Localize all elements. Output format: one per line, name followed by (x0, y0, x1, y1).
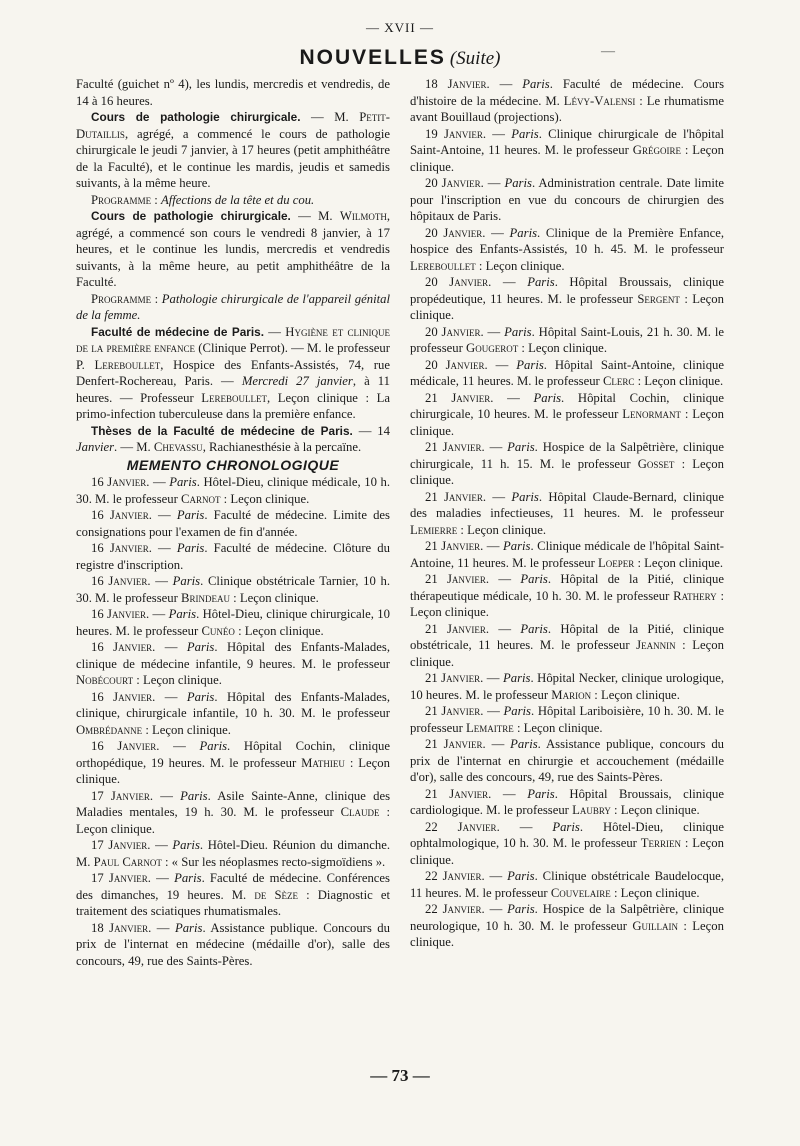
entry-text: : Leçon clinique. (410, 638, 724, 669)
paragraph-text: : (151, 192, 161, 207)
date-text: Janvier (76, 440, 115, 454)
entry-date: 16 Janvier. (91, 541, 152, 555)
entry-date: 18 Janvier. (425, 77, 490, 91)
paragraph-text: , agrégé, a commencé son cours le vendredi 8 janvier, à 17 heures, et le continue les lundis, mercredis et vendredis suivants, à la même heure, au petit amphithéâtre de la Faculté. (76, 209, 390, 289)
programme-label: Programme (91, 192, 152, 207)
memento-entry: 17 Janvier. — Paris. Faculté de médecine. Conférences des dimanches, 19 heures. M. de Sèze : Diagnostic et traitement des sciatiques rhumatismales. (76, 871, 391, 918)
entry-text: . Hôtel-Dieu, clinique médicale, 10 h. 30. M. le professeur (76, 475, 391, 506)
entry-text: . Assistance publique. Concours du prix de l'internat en médecine (médaille d'or), salle des concours, 49, rue des Saints-Pères. (76, 920, 390, 968)
entry-text: : Leçon clinique. (234, 623, 324, 638)
person-name: Gosset (637, 456, 675, 471)
memento-entry: 21 Janvier. — Paris. Hôpital Broussais, clinique cardiologique. M. le professeur Laubry : Leçon clinique. (410, 786, 724, 817)
person-name: Cunéo (201, 623, 235, 638)
paragraph (76, 109, 390, 192)
entry-city: Paris (522, 77, 550, 91)
person-name: Lemierre (410, 522, 458, 537)
entry-text: . Hospice de la Salpêtrière, clinique chirurgicale, 11 h. 15. M. le professeur (410, 440, 725, 471)
entry-text: : Leçon clinique. (220, 491, 310, 506)
paragraph-text: — M. (290, 209, 340, 223)
entry-text: : Leçon clinique. (133, 673, 222, 687)
entry-text: : Leçon clinique. (410, 407, 724, 438)
entry-city: Paris (172, 838, 200, 852)
memento-entry: 21 Janvier. — Paris. Hospice de la Salpêtrière, clinique chirurgicale, 11 h. 15. M. le professeur Gosset : Leçon clinique. (410, 440, 725, 487)
person-name: Petit-Dutaillis (76, 110, 390, 141)
paragraph-text: Faculté (guichet nº 4), les lundis, mercredis et vendredis, de 14 à 16 heures. (76, 77, 390, 108)
entry-text: . Hôpital Broussais, clinique cardiologique. M. le professeur (410, 786, 724, 817)
entry-text: . Hôpital des Enfants-Malades, clinique de médecine infantile, 9 heures. M. le professeur (76, 640, 391, 671)
entry-city: Paris (511, 126, 539, 141)
memento-entry: 16 Janvier. — Paris. Faculté de médecine. Clôture du registre d'inscription. (76, 541, 390, 572)
entry-date: 20 Janvier. (425, 324, 484, 339)
entry-city: Paris (172, 574, 201, 588)
entry-date: 18 Janvier. (91, 920, 152, 935)
memento-entry: 20 Janvier. — Paris. Administration centrale. Date limite pour l'inscription en vue du concours de chirurgien des hôpitaux de Paris. (410, 176, 725, 223)
entry-city: Paris (552, 819, 580, 834)
page-roman-numeral: — XVII — (366, 20, 434, 35)
entry-date: 21 Janvier. (425, 390, 494, 405)
memento-entry: 19 Janvier. — Paris. Clinique chirurgicale de l'hôpital Saint-Antoine, 11 heures. M. le professeur Grégoire : Leçon clinique. (410, 126, 725, 174)
person-name: de Sèze (254, 887, 299, 902)
entry-text: . Clinique obstétricale Baudelocque, 11 heures. M. le professeur (410, 869, 724, 900)
memento-entry: 22 Janvier. — Paris. Hospice de la Salpêtrière, clinique neurologique, 10 h. 30. M. le professeur Guillain : Leçon clinique. (410, 902, 725, 949)
entry-city: Paris (527, 786, 555, 801)
entry-date: 16 Janvier. (91, 739, 160, 753)
entry-city: Paris (520, 572, 548, 586)
entry-city: Paris (507, 869, 535, 883)
entry-city: Paris (507, 440, 535, 454)
memento-entry: 16 Janvier. — Paris. Hôpital des Enfants-Malades, clinique, chirurgicale infantile, 10 h. 30. M. le professeur Ombrédanne : Leçon clinique. (76, 689, 391, 737)
paragraph-heading: Cours de pathologie chirurgicale. (91, 110, 301, 124)
person-name: Mathieu (301, 755, 345, 770)
paragraph-heading: Thèses de la Faculté de médecine de Paris. (91, 423, 353, 438)
person-name: Nobécourt (76, 673, 134, 687)
entry-date: 22 Janvier. (425, 902, 485, 916)
person-name: Lenormant (622, 407, 681, 421)
person-name: Lemaitre (466, 720, 514, 735)
entry-text: : Leçon clinique. (518, 341, 607, 355)
person-name: Lereboullet (201, 390, 268, 405)
paragraph-text: , Rachianesthésie à la percaïne. (202, 440, 362, 454)
person-name: Terrien (640, 836, 682, 850)
entry-date: 21 Janvier. (425, 621, 490, 636)
entry-text: : Leçon clinique. (634, 374, 724, 388)
entry-text: : Leçon clinique. (457, 522, 547, 537)
entry-text: . Hôpital Cochin, clinique orthopédique, 19 heures. M. le professeur (76, 739, 391, 770)
entry-city: Paris (176, 541, 205, 555)
person-name: Grégoire (632, 143, 681, 157)
paragraph-text: — 14 (352, 423, 390, 438)
memento-entry: 20 Janvier. — Paris. Hôpital Broussais, clinique propédeutique, 11 heures. M. le professeur Sergent : Leçon clinique. (410, 275, 724, 322)
clinic-name: Hygiène et clinique de la première enfance (76, 324, 391, 355)
entry-date: 17 Janvier. (91, 838, 151, 852)
paragraph-text: , Leçon clinique : La primo-infection tuberculeuse dans la première enfance. (76, 390, 390, 421)
memento-entry: 16 Janvier. — Paris. Faculté de médecine. Limite des consignations pour l'examen de fin d'année. (76, 508, 390, 539)
entry-date: 19 Janvier. (425, 126, 487, 141)
page-number: — 73 — (370, 1066, 430, 1085)
person-name: Marion (551, 687, 592, 702)
entry-city: Paris (186, 640, 215, 654)
section-subtitle: (Suite) (449, 48, 501, 69)
entry-text: . Hôpital Lariboisière, 10 h. 30. M. le professeur (410, 704, 724, 735)
entry-date: 16 Janvier. (91, 640, 156, 654)
right-column (410, 76, 724, 951)
memento-entry: 21 Janvier. — Paris. Clinique médicale de l'hôpital Saint-Antoine, 11 heures. M. le professeur Loeper : Leçon clinique. (410, 539, 724, 570)
memento-entry: 16 Janvier. — Paris. Hôpital Cochin, clinique orthopédique, 19 heures. M. le professeur Mathieu : Leçon clinique. (76, 739, 391, 786)
entry-date: 20 Janvier. (425, 225, 486, 240)
person-name: Ombrédanne (76, 722, 143, 737)
entry-text: . Faculté de médecine. Clôture du registre d'inscription. (76, 541, 390, 572)
person-name: Carnot (181, 491, 221, 506)
person-name: Clerc (602, 374, 635, 388)
entry-text: . Hôpital Broussais, clinique propédeutique, 11 heures. M. le professeur (410, 275, 724, 306)
person-name: Claude (340, 805, 380, 819)
memento-entry: 16 Janvier. — Paris. Clinique obstétricale Tarnier, 10 h. 30. M. le professeur Brindeau : Leçon clinique. (76, 574, 391, 605)
entry-city: Paris (180, 788, 208, 803)
person-name: Couvelaire (550, 885, 611, 900)
paragraph-heading: Cours de pathologie chirurgicale. (91, 209, 291, 223)
entry-text: : Leçon clinique. (591, 687, 680, 702)
entry-date: 21 Janvier. (425, 489, 487, 504)
entry-date: 20 Janvier. (425, 176, 484, 190)
person-name: Brindeau (181, 590, 230, 605)
entry-date: 16 Janvier. (91, 475, 150, 489)
memento-entry: 21 Janvier. — Paris. Hôpital Necker, clinique urologique, 10 heures. M. le professeur Marion : Leçon clinique. (410, 671, 725, 702)
entry-date: 21 Janvier. (425, 440, 485, 454)
entry-date: 21 Janvier. (425, 671, 484, 685)
memento-entry: 22 Janvier. — Paris. Clinique obstétricale Baudelocque, 11 heures. M. le professeur Couvelaire : Leçon clinique. (410, 869, 724, 900)
entry-city: Paris (509, 225, 538, 240)
paragraph-text: (Clinique Perrot). — M. le professeur P. (76, 341, 390, 372)
entry-text: . Hôtel-Dieu, clinique chirurgicale, 10 heures. M. le professeur (76, 607, 390, 638)
entry-city: Paris (174, 871, 202, 885)
entry-city: Paris (176, 508, 205, 522)
person-name: Sergent (637, 291, 680, 306)
entry-date: 17 Janvier. (91, 788, 153, 803)
entry-text: . Hôpital Saint-Louis, 21 h. 30. M. le professeur (410, 324, 725, 355)
entry-date: 21 Janvier. (425, 786, 492, 801)
paragraph-text: , agrégé, a commencé le cours de pathologie chirurgicale le jeudi 7 janvier, à 17 heures (petit amphithéâtre de la Faculté), et le continue les mardis, jeudis et samedis suivants, à la même heure. (76, 126, 390, 190)
entry-text: : Leçon clinique. (410, 836, 724, 867)
entry-city: Paris (504, 176, 532, 190)
paragraph-text: . — M. (114, 440, 154, 454)
person-name: Paul Carnot (93, 854, 162, 869)
entry-text: . Administration centrale. Date limite pour l'inscription en vue du concours de chirurgien des hôpitaux de Paris. (410, 176, 725, 223)
entry-text: : Leçon clinique. (610, 803, 700, 817)
entry-date: 21 Janvier. (425, 539, 484, 553)
entry-text: . Clinique chirurgicale de l'hôpital Saint-Antoine, 11 heures. M. le professeur (410, 126, 725, 157)
entry-city: Paris (168, 607, 197, 621)
date-text: Mercredi 27 janvier (241, 374, 353, 388)
memento-entry: 20 Janvier. — Paris. Clinique de la Première Enfance, hospice des Enfants-Assistés, 10 h. 45. M. le professeur Lereboullet : Leçon clinique. (410, 225, 725, 273)
entry-text: . Hôpital Cochin, clinique chirurgicale, 10 heures. M. le professeur (410, 390, 725, 421)
entry-text: : Leçon clinique. (410, 918, 724, 949)
paragraph-text: , Hospice des Enfants-Assistés, 74, rue Denfert-Rochereau, Paris. — (76, 357, 390, 388)
entry-text: . Hôpital Claude-Bernard, clinique des maladies infectieuses, 11 heures. M. le professeur (410, 489, 725, 520)
entry-text: : Leçon clinique. (229, 590, 319, 605)
person-name: Wilmoth (339, 209, 387, 223)
entry-date: 20 Janvier. (425, 357, 488, 372)
entry-text: : Leçon clinique. (76, 755, 390, 786)
paragraph-text: : (151, 291, 162, 306)
memento-entry: 16 Janvier. — Paris. Hôpital des Enfants-Malades, clinique de médecine infantile, 9 heures. M. le professeur Nobécourt : Leçon clinique. (76, 640, 391, 687)
paragraph (76, 76, 390, 109)
entry-text: . Clinique médicale de l'hôpital Saint-Antoine, 11 heures. M. le professeur (410, 539, 724, 570)
memento-entry: 16 Janvier. — Paris. Hôtel-Dieu, clinique médicale, 10 h. 30. M. le professeur Carnot : Leçon clinique. (76, 475, 391, 506)
paragraph (76, 324, 390, 423)
memento-entry: 16 Janvier. — Paris. Hôtel-Dieu, clinique chirurgicale, 10 heures. M. le professeur Cunéo : Leçon clinique. (76, 607, 390, 638)
entry-text: . Clinique obstétricale Tarnier, 10 h. 30. M. le professeur (76, 574, 391, 605)
entry-date: 20 Janvier. (425, 275, 492, 289)
person-name: Lereboullet (410, 258, 476, 273)
entry-date: 22 Janvier. (425, 869, 485, 883)
person-name: Jeannin (636, 638, 676, 652)
entry-date: 21 Janvier. (425, 737, 486, 751)
entry-city: Paris (527, 275, 555, 289)
entry-city: Paris (507, 902, 535, 916)
memento-entry: 18 Janvier. — Paris. Faculté de médecine. Cours d'histoire de la médecine. M. Lévy-Valensi : Le rhumatisme avant Bouillaud (projections). (410, 77, 725, 124)
memento-entry: 20 Janvier. — Paris. Hôpital Saint-Louis, 21 h. 30. M. le professeur Gougerot : Leçon clinique. (410, 324, 725, 355)
entry-date: 21 Janvier. (425, 572, 490, 586)
memento-heading: MEMENTO CHRONOLOGIQUE (126, 456, 340, 473)
entry-text: : Le rhumatisme avant Bouillaud (projections). (410, 93, 724, 124)
person-name: Chevassu (153, 440, 203, 454)
entry-date: 21 Janvier. (425, 704, 484, 718)
entry-text: . Hôpital de la Pitié, clinique thérapeutique médicale, 10 h. 30. M. le professeur (410, 572, 725, 603)
memento-entry: 22 Janvier. — Paris. Hôtel-Dieu, clinique ophtalmologique, 10 h. 30. M. le professeur Terrien : Leçon clinique. (410, 819, 725, 867)
entry-text: : Leçon clinique. (410, 588, 724, 619)
entry-text: . Hôtel-Dieu. Réunion du dimanche. M. (76, 838, 391, 869)
paragraph-text: — (264, 324, 286, 339)
entry-text: : Diagnostic et traitement des sciatiques rhumatismales. (76, 887, 391, 918)
paragraph (76, 192, 390, 209)
entry-date: 16 Janvier. (91, 607, 150, 621)
memento-entry: 17 Janvier. — Paris. Hôtel-Dieu. Réunion du dimanche. M. Paul Carnot : « Sur les néoplasmes recto-sigmoïdiens ». (76, 838, 391, 869)
person-name: Lévy-Valensi (563, 93, 636, 108)
entry-date: 16 Janvier. (91, 574, 151, 588)
entry-text: . Clinique de la Première Enfance, hospice des Enfants-Assistés, 10 h. 45. M. le professeur (410, 225, 725, 256)
entry-text: : Leçon clinique. (610, 885, 700, 900)
entry-text: : Leçon clinique. (634, 555, 724, 570)
entry-text: : Leçon clinique. (410, 291, 724, 322)
entry-city: Paris (502, 671, 531, 685)
entry-text: . Faculté de médecine. Cours d'histoire de la médecine. M. (410, 77, 725, 108)
entry-text: : Leçon clinique. (475, 258, 565, 273)
entry-date: 17 Janvier. (91, 871, 151, 885)
entry-date: 22 Janvier. (425, 819, 500, 834)
entry-city: Paris (503, 704, 531, 718)
memento-entry: 20 Janvier. — Paris. Hôpital Saint-Antoine, clinique médicale, 11 heures. M. le professeur Clerc : Leçon clinique. (410, 357, 725, 388)
memento-entry: 21 Janvier. — Paris. Hôpital Lariboisière, 10 h. 30. M. le professeur Lemaitre : Leçon clinique. (410, 704, 724, 735)
paragraph (76, 208, 390, 291)
programme-text: Pathologie chirurgicale de l'appareil génital de la femme. (76, 291, 390, 322)
entry-text: . Hospice de la Salpêtrière, clinique neurologique, 10 h. 30. M. le professeur (410, 902, 725, 933)
entry-text: . Faculté de médecine. Conférences des dimanches, 19 heures. M. (76, 871, 390, 902)
person-name: Rathery (673, 588, 717, 603)
entry-city: Paris (174, 920, 203, 935)
entry-city: Paris (169, 475, 197, 489)
entry-text: . Hôpital de la Pitié, clinique obstétricale, 11 heures. M. le professeur (410, 621, 725, 652)
entry-text: : Leçon clinique. (513, 720, 603, 735)
section-title: NOUVELLES (299, 46, 446, 69)
person-name: Gougerot (466, 341, 519, 355)
person-name: Loeper (598, 555, 635, 570)
person-name: Laubry (572, 803, 611, 817)
memento-entry: 18 Janvier. — Paris. Assistance publique. Concours du prix de l'internat en médecine (médaille d'or), salle des concours, 49, rue des Saints-Pères. (76, 920, 390, 968)
entry-city: Paris (186, 689, 215, 704)
entry-city: Paris (504, 324, 532, 339)
memento-entry: 21 Janvier. — Paris. Hôpital de la Pitié, clinique thérapeutique médicale, 10 h. 30. M. le professeur Rathery : Leçon clinique. (410, 572, 725, 619)
person-name: Guillain (632, 918, 678, 933)
person-name: Lereboullet (94, 357, 161, 372)
paragraph-text: — M. (300, 110, 360, 124)
entry-text: : Leçon clinique. (76, 805, 390, 836)
entry-text: . Hôpital des Enfants-Malades, clinique, chirurgicale infantile, 10 h. 30. M. le professeur (76, 689, 391, 720)
entry-city: Paris (510, 737, 538, 751)
entry-text: : Leçon clinique. (410, 456, 724, 487)
memento-entry: 21 Janvier. — Paris. Hôpital Cochin, clinique chirurgicale, 10 heures. M. le professeur Lenormant : Leçon clinique. (410, 390, 725, 438)
entry-city: Paris (533, 390, 562, 405)
entry-text: . Hôpital Saint-Antoine, clinique médicale, 11 heures. M. le professeur (410, 357, 725, 388)
entry-text: : Leçon clinique. (142, 722, 231, 737)
entry-text: . Faculté de médecine. Limite des consignations pour l'examen de fin d'année. (76, 508, 390, 539)
entry-date: 16 Janvier. (91, 689, 156, 704)
programme-text: Affections de la tête et du cou. (160, 192, 315, 207)
header-mark: — (601, 44, 615, 59)
entry-city: Paris (511, 489, 539, 504)
left-column (76, 76, 390, 969)
paragraph (76, 423, 390, 456)
paragraph-heading: Faculté de médecine de Paris. (91, 324, 264, 339)
entry-city: Paris (516, 357, 544, 372)
entry-city: Paris (520, 621, 548, 636)
paragraph (76, 291, 390, 324)
entry-city: Paris (503, 539, 531, 553)
entry-text: . Asile Sainte-Anne, clinique des Maladies mentales, 19 h. 30. M. le professeur (76, 788, 391, 819)
entry-city: Paris (199, 739, 228, 753)
entry-text: : « Sur les néoplasmes recto-sigmoïdiens ». (161, 854, 386, 869)
memento-entry: 21 Janvier. — Paris. Assistance publique, concours du prix de l'internat en chirurgie et accouchement (médaille d'or), salle des concours, 49, rue des Saints-Pères. (410, 737, 725, 784)
entry-date: 16 Janvier. (91, 508, 152, 522)
entry-text: . Hôtel-Dieu, clinique ophtalmologique, 10 h. 30. M. le professeur (410, 819, 725, 850)
memento-entry: 21 Janvier. — Paris. Hôpital de la Pitié, clinique obstétricale, 11 heures. M. le professeur Jeannin : Leçon clinique. (410, 621, 725, 669)
paragraph-text: , à 11 heures. — Professeur (76, 374, 391, 405)
section-heading (0, 46, 800, 70)
entry-text: . Hôpital Necker, clinique urologique, 10 heures. M. le professeur (410, 671, 725, 702)
programme-label: Programme (91, 291, 152, 306)
entry-text: . Assistance publique, concours du prix de l'internat en chirurgie et accouchement (médaille d'or), salle des concours, 49, rue des Saints-Pères. (410, 737, 725, 784)
memento-entry: 17 Janvier. — Paris. Asile Sainte-Anne, clinique des Maladies mentales, 19 h. 30. M. le professeur Claude : Leçon clinique. (76, 788, 391, 836)
memento-entry: 21 Janvier. — Paris. Hôpital Claude-Bernard, clinique des maladies infectieuses, 11 heures. M. le professeur Lemierre : Leçon clinique. (410, 489, 725, 537)
entry-text: : Leçon clinique. (410, 143, 724, 174)
